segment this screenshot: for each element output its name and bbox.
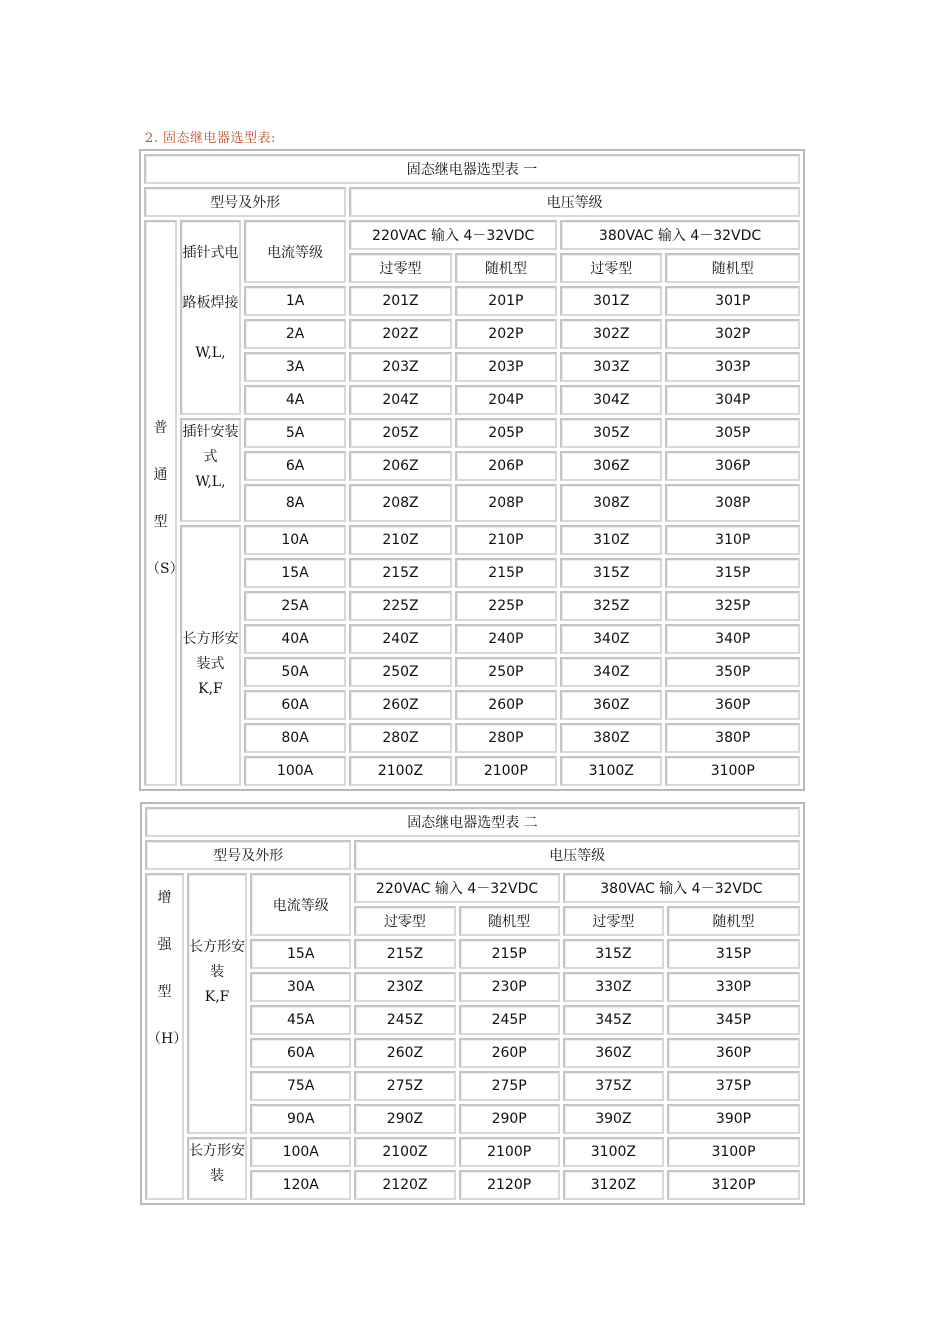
model-380-zero-cell: 345Z: [563, 1005, 664, 1035]
model-380-zero-cell: 390Z: [563, 1104, 664, 1134]
mounting-type-cell: [187, 1137, 247, 1200]
model-220-random-cell: 202P: [455, 319, 557, 349]
random-header: 随机型: [667, 906, 800, 936]
model-220-zero-cell: 280Z: [349, 723, 451, 753]
model-380-zero-cell: 303Z: [560, 352, 662, 382]
model-220-random-cell: 206P: [455, 451, 557, 481]
model-220-zero-cell: 225Z: [349, 591, 451, 621]
model-220-random-cell: 210P: [455, 525, 557, 555]
model-380-random-cell: 390P: [667, 1104, 800, 1134]
current-rating-cell: 60A: [250, 1038, 351, 1068]
model-header: 型号及外形: [145, 840, 351, 870]
mounting-type-line: 装: [210, 964, 225, 980]
current-rating-cell: 3A: [244, 352, 346, 382]
table-title: 固态继电器选型表 一: [144, 154, 800, 184]
model-380-zero-cell: 315Z: [560, 558, 662, 588]
model-220-random-cell: 2120P: [459, 1170, 560, 1200]
model-220-zero-cell: 206Z: [349, 451, 451, 481]
model-380-random-cell: 304P: [665, 385, 800, 415]
current-header: 电流等级: [250, 873, 351, 936]
model-380-zero-cell: 315Z: [563, 939, 664, 969]
series-type-char: （H）: [147, 1031, 188, 1047]
series-type-char: 型: [157, 984, 172, 1000]
model-380-zero-cell: 3120Z: [563, 1170, 664, 1200]
model-220-random-cell: 2100P: [459, 1137, 560, 1167]
model-380-zero-cell: 304Z: [560, 385, 662, 415]
relay-selection-table-2: [140, 802, 805, 1205]
mounting-type-cell: [187, 873, 247, 1134]
model-220-random-cell: 205P: [455, 418, 557, 448]
model-380-random-cell: 340P: [665, 624, 800, 654]
current-rating-cell: 5A: [244, 418, 346, 448]
series-type-char: 普: [153, 420, 168, 436]
model-220-zero-cell: 2120Z: [354, 1170, 455, 1200]
model-220-zero-cell: 260Z: [354, 1038, 455, 1068]
current-rating-cell: 2A: [244, 319, 346, 349]
mounting-type-line: 插针安装: [182, 424, 239, 440]
voltage-380-header: 380VAC 输入 4－32VDC: [563, 873, 800, 903]
model-220-random-cell: 275P: [459, 1071, 560, 1101]
mounting-type-cell: [180, 525, 241, 786]
model-380-random-cell: 3100P: [667, 1137, 800, 1167]
series-type-cell: [145, 873, 188, 1200]
voltage-220-header: 220VAC 输入 4－32VDC: [354, 873, 559, 903]
model-220-zero-cell: 210Z: [349, 525, 451, 555]
model-380-random-cell: 3120P: [667, 1170, 800, 1200]
model-380-zero-cell: 340Z: [560, 657, 662, 687]
current-rating-cell: 40A: [244, 624, 346, 654]
current-rating-cell: 80A: [244, 723, 346, 753]
mounting-type-line: 长方形安: [189, 1143, 246, 1159]
model-header: 型号及外形: [144, 187, 346, 217]
model-380-random-cell: 375P: [667, 1071, 800, 1101]
mounting-type-line: W,L,: [195, 345, 226, 361]
model-380-random-cell: 302P: [665, 319, 800, 349]
model-220-random-cell: 208P: [455, 484, 557, 522]
model-220-random-cell: 203P: [455, 352, 557, 382]
model-220-random-cell: 215P: [459, 939, 560, 969]
current-rating-cell: 30A: [250, 972, 351, 1002]
model-220-random-cell: 280P: [455, 723, 557, 753]
model-220-random-cell: 245P: [459, 1005, 560, 1035]
model-380-random-cell: 308P: [665, 484, 800, 522]
relay-selection-table-1: [139, 149, 805, 791]
model-220-random-cell: 290P: [459, 1104, 560, 1134]
current-rating-cell: 50A: [244, 657, 346, 687]
model-380-zero-cell: 310Z: [560, 525, 662, 555]
mounting-type-line: 路板焊接: [182, 295, 239, 311]
model-380-random-cell: 345P: [667, 1005, 800, 1035]
model-380-random-cell: 303P: [665, 352, 800, 382]
model-220-zero-cell: 202Z: [349, 319, 451, 349]
model-220-random-cell: 260P: [455, 690, 557, 720]
series-type-char: 增: [157, 890, 172, 906]
current-rating-cell: 6A: [244, 451, 346, 481]
mounting-type-line: 长方形安: [189, 939, 246, 955]
model-380-random-cell: 380P: [665, 723, 800, 753]
model-220-zero-cell: 208Z: [349, 484, 451, 522]
model-380-zero-cell: 306Z: [560, 451, 662, 481]
model-380-zero-cell: 360Z: [563, 1038, 664, 1068]
series-type-cell: [144, 220, 184, 786]
model-380-zero-cell: 330Z: [563, 972, 664, 1002]
model-220-zero-cell: 2100Z: [354, 1137, 455, 1167]
model-380-random-cell: 325P: [665, 591, 800, 621]
model-220-zero-cell: 250Z: [349, 657, 451, 687]
current-rating-cell: 120A: [250, 1170, 351, 1200]
current-rating-cell: 10A: [244, 525, 346, 555]
model-380-random-cell: 301P: [665, 286, 800, 316]
current-rating-cell: 4A: [244, 385, 346, 415]
model-380-random-cell: 305P: [665, 418, 800, 448]
model-380-zero-cell: 301Z: [560, 286, 662, 316]
model-220-random-cell: 260P: [459, 1038, 560, 1068]
model-380-random-cell: 350P: [665, 657, 800, 687]
random-header: 随机型: [665, 253, 800, 283]
model-220-zero-cell: 275Z: [354, 1071, 455, 1101]
mounting-type-line: 装式 K,F: [196, 656, 225, 697]
current-rating-cell: 60A: [244, 690, 346, 720]
voltage-header: 电压等级: [349, 187, 800, 217]
model-380-zero-cell: 360Z: [560, 690, 662, 720]
current-rating-cell: 15A: [244, 558, 346, 588]
model-380-zero-cell: 305Z: [560, 418, 662, 448]
model-220-zero-cell: 230Z: [354, 972, 455, 1002]
model-220-random-cell: 225P: [455, 591, 557, 621]
mounting-type-line: 装: [210, 1168, 225, 1184]
mounting-type-line: 长方形安: [182, 631, 239, 647]
current-rating-cell: 8A: [244, 484, 346, 522]
mounting-type-cell: [180, 220, 241, 415]
model-220-zero-cell: 260Z: [349, 690, 451, 720]
model-220-random-cell: 215P: [455, 558, 557, 588]
mounting-type-line: 式: [203, 449, 218, 465]
current-rating-cell: 15A: [250, 939, 351, 969]
model-380-random-cell: 315P: [665, 558, 800, 588]
model-220-zero-cell: 245Z: [354, 1005, 455, 1035]
model-220-zero-cell: 215Z: [354, 939, 455, 969]
series-type-char: （S）: [146, 561, 184, 577]
current-rating-cell: 100A: [250, 1137, 351, 1167]
model-220-zero-cell: 215Z: [349, 558, 451, 588]
model-220-random-cell: 2100P: [455, 756, 557, 786]
model-220-zero-cell: 203Z: [349, 352, 451, 382]
model-220-zero-cell: 205Z: [349, 418, 451, 448]
model-380-random-cell: 330P: [667, 972, 800, 1002]
model-220-random-cell: 201P: [455, 286, 557, 316]
series-type-char: 强: [157, 937, 172, 953]
model-220-zero-cell: 2100Z: [349, 756, 451, 786]
model-220-zero-cell: 240Z: [349, 624, 451, 654]
zero-cross-header: 过零型: [563, 906, 664, 936]
voltage-380-header: 380VAC 输入 4－32VDC: [560, 220, 800, 250]
model-380-random-cell: 315P: [667, 939, 800, 969]
model-380-zero-cell: 3100Z: [560, 756, 662, 786]
current-header: 电流等级: [244, 220, 346, 283]
series-type-char: 型: [153, 514, 168, 530]
zero-cross-header: 过零型: [354, 906, 455, 936]
model-220-random-cell: 204P: [455, 385, 557, 415]
model-380-zero-cell: 325Z: [560, 591, 662, 621]
model-380-random-cell: 360P: [665, 690, 800, 720]
model-220-random-cell: 240P: [455, 624, 557, 654]
model-380-zero-cell: 302Z: [560, 319, 662, 349]
model-220-zero-cell: 201Z: [349, 286, 451, 316]
mounting-type-line: 插针式电: [182, 245, 239, 261]
voltage-header: 电压等级: [354, 840, 800, 870]
mounting-type-line: K,F: [204, 989, 230, 1005]
section-heading: 2. 固态继电器选型表:: [145, 131, 276, 146]
mounting-type-cell: [180, 418, 241, 522]
current-rating-cell: 25A: [244, 591, 346, 621]
model-380-zero-cell: 340Z: [560, 624, 662, 654]
model-380-random-cell: 306P: [665, 451, 800, 481]
zero-cross-header: 过零型: [560, 253, 662, 283]
model-380-zero-cell: 308Z: [560, 484, 662, 522]
model-220-zero-cell: 290Z: [354, 1104, 455, 1134]
model-380-random-cell: 360P: [667, 1038, 800, 1068]
model-380-random-cell: 3100P: [665, 756, 800, 786]
model-380-zero-cell: 380Z: [560, 723, 662, 753]
series-type-char: 通: [153, 467, 168, 483]
random-header: 随机型: [455, 253, 557, 283]
current-rating-cell: 100A: [244, 756, 346, 786]
current-rating-cell: 45A: [250, 1005, 351, 1035]
model-380-random-cell: 310P: [665, 525, 800, 555]
current-rating-cell: 1A: [244, 286, 346, 316]
model-220-random-cell: 230P: [459, 972, 560, 1002]
model-380-zero-cell: 375Z: [563, 1071, 664, 1101]
model-380-zero-cell: 3100Z: [563, 1137, 664, 1167]
current-rating-cell: 75A: [250, 1071, 351, 1101]
model-220-zero-cell: 204Z: [349, 385, 451, 415]
table-title: 固态继电器选型表 二: [145, 807, 800, 837]
zero-cross-header: 过零型: [349, 253, 451, 283]
mounting-type-line: W,L,: [195, 474, 226, 490]
voltage-220-header: 220VAC 输入 4－32VDC: [349, 220, 557, 250]
model-220-random-cell: 250P: [455, 657, 557, 687]
random-header: 随机型: [459, 906, 560, 936]
current-rating-cell: 90A: [250, 1104, 351, 1134]
